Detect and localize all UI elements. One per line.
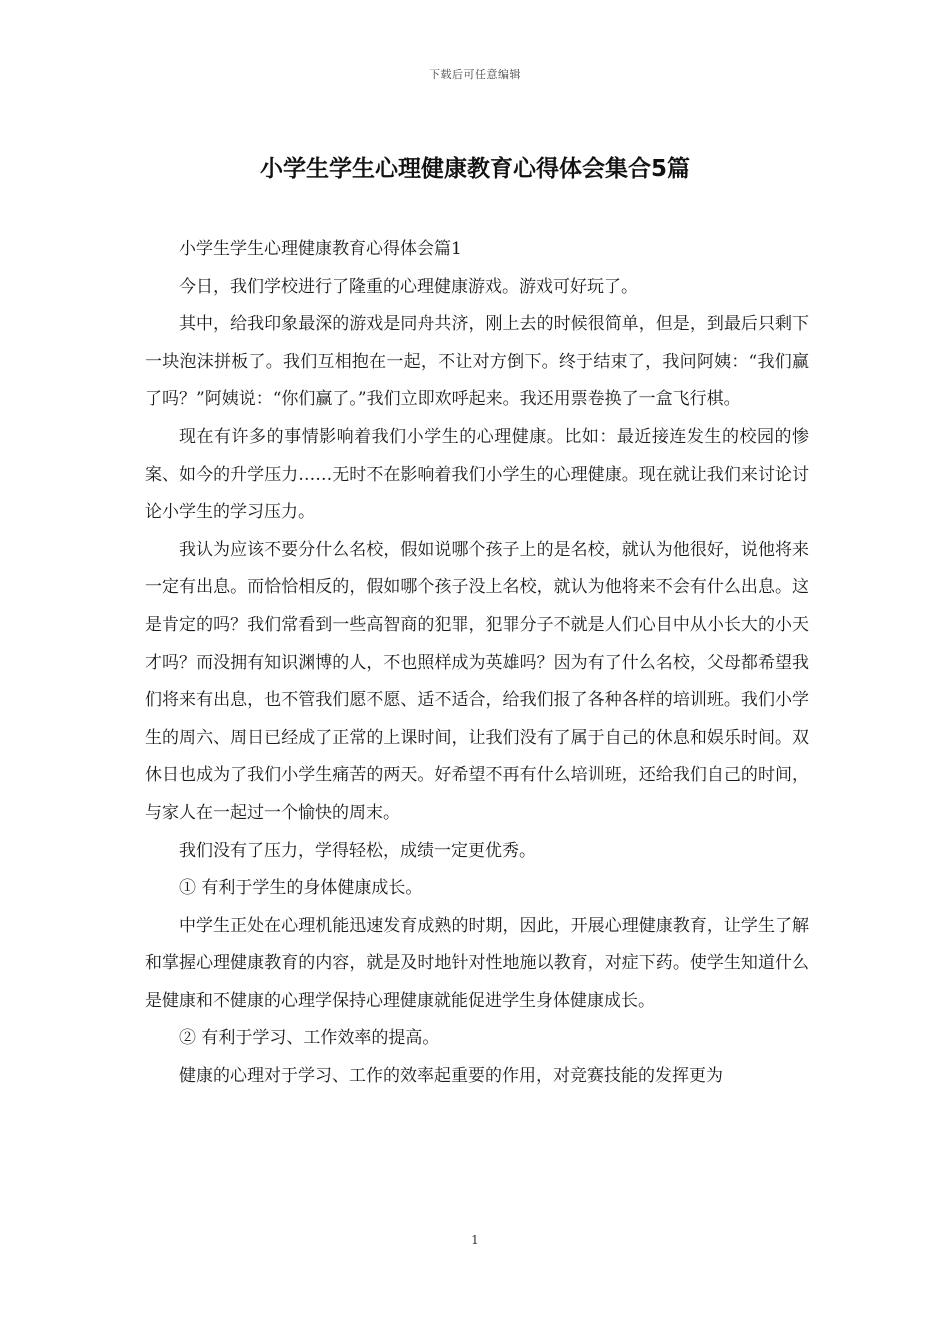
document-body (145, 231, 809, 1096)
document-title: 小学生学生心理健康教育心得体会集合5篇 (259, 156, 690, 182)
paragraph: 我认为应该不要分什么名校，假如说哪个孩子上的是名校，就认为他很好，说他将来一定有出息。而恰恰相反的，假如哪个孩子没上名校，就认为他将来不会有什么出息。这是肯定的吗？我们常看到一些高智商的犯罪，犯罪分子不就是人们心目中从小长大的小天才吗？而没拥有知识渊博的人，不也照样成为英雄吗？因为有了什么名校，父母都希望我们将来有出息，也不管我们愿不愿、适不适合，给我们报了各种各样的培训班。我们小学生的周六、周日已经成了正常的上课时间，让我们没有了属于自己的休息和娱乐时间。双休日也成为了我们小学生痛苦的两天。好希望不再有什么培训班，还给我们自己的时间，与家人在一起过一个愉快的周末。 (145, 539, 809, 823)
page-header-note: 下载后可任意编辑 (429, 68, 521, 81)
paragraph: 中学生正处在心理机能迅速发育成熟的时期，因此，开展心理健康教育，让学生了解和掌握心理健康教育的内容，就是及时地针对性地施以教育，对症下药。使学生知道什么是健康和不健康的心理学保持心理健康就能促进学生身体健康成长。 (145, 915, 809, 1011)
page-number: 1 (471, 1233, 479, 1247)
paragraph: 我们没有了压力，学得轻松，成绩一定更优秀。 (179, 840, 536, 861)
list-item-heading: ① 有利于学生的身体健康成长。 (179, 878, 423, 899)
list-item-heading: ② 有利于学习、工作效率的提高。 (179, 1028, 440, 1049)
paragraph: 其中，给我印象最深的游戏是同舟共济，刚上去的时候很简单，但是，到最后只剩下一块泡沫拼板了。我们互相抱在一起，不让对方倒下。终于结束了，我问阿姨：“我们赢了吗？”阿姨说：“你们赢了。”我们立即欢呼起来。我还用票卷换了一盒飞行棋。 (145, 314, 809, 410)
section-heading: 小学生学生心理健康教育心得体会篇1 (179, 239, 462, 259)
paragraph: 健康的心理对于学习、工作的效率起重要的作用，对竞赛技能的发挥更为 (179, 1066, 723, 1087)
paragraph: 现在有许多的事情影响着我们小学生的心理健康。比如：最近接连发生的校园的惨案、如今的升学压力……无时不在影响着我们小学生的心理健康。现在就让我们来讨论讨论小学生的学习压力。 (145, 426, 809, 523)
paragraph: 今日，我们学校进行了隆重的心理健康游戏。游戏可好玩了。 (179, 276, 638, 297)
